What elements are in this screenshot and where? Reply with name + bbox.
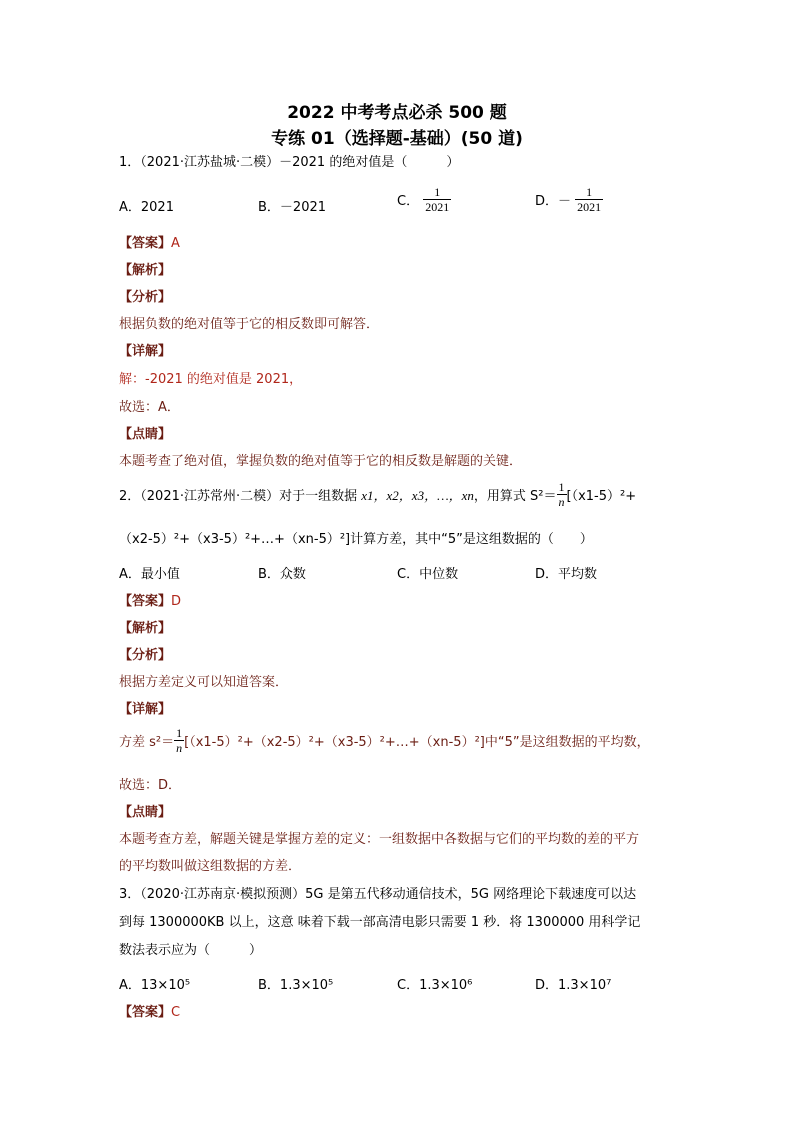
- q2-stem-fraction: [557, 480, 567, 509]
- q2-detail-part-b: [（x1-5）²+（x2-5）²+（x3-5）²+…+（xn-5）²]中“5”是这组数据的平均数，: [184, 735, 650, 750]
- q2-dianjing-text2: 的平均数叫做这组数据的方差．: [119, 859, 302, 874]
- q2-jiexi-heading: 【解析】: [119, 621, 172, 636]
- q2-option-b: B．众数: [258, 567, 306, 582]
- q2-stem-variables: x1，x2，x3，…，xn: [361, 488, 474, 503]
- q2-option-a: A．最小值: [119, 567, 180, 582]
- q2-detail-fraction-numerator: 1: [176, 726, 183, 740]
- q2-xiangjie-heading: 【详解】: [119, 702, 172, 717]
- q1-option-c-numerator: 1: [434, 185, 441, 199]
- q3-option-b: B．1.3×10⁵: [258, 978, 334, 993]
- q2-dianjing-text1: 本题考查方差，解题关键是掌握方差的定义：一组数据中各数据与它们的平均数的差的平方: [119, 832, 640, 847]
- q2-stem-fraction-numerator: 1: [558, 480, 565, 494]
- q2-fenxi-heading: 【分析】: [119, 648, 172, 663]
- q3-answer: [119, 1001, 180, 1020]
- q1-option-d-numerator: 1: [586, 185, 593, 199]
- q2-dianjing-heading: 【点睛】: [119, 805, 172, 820]
- q2-stem-line1: [119, 480, 636, 509]
- q2-answer-tag: 【答案】: [119, 594, 172, 609]
- document-title: 2022 中考考点必杀 500 题: [287, 103, 507, 123]
- q2-fenxi-text: 根据方差定义可以知道答案．: [119, 675, 289, 690]
- q3-option-d: D．1.3×10⁷: [535, 978, 612, 993]
- q1-option-c-denominator: 2021: [425, 200, 450, 214]
- q1-option-c-label: C．: [397, 194, 420, 209]
- q1-xiangjie-heading: 【详解】: [119, 344, 172, 359]
- q1-dianjing-heading: 【点睛】: [119, 427, 172, 442]
- q2-stem-part-a: 2．（2021·江苏常州·二模）对于一组数据: [119, 489, 362, 504]
- q2-stem-fraction-denominator: n: [558, 495, 565, 509]
- q1-answer-tag: 【答案】: [119, 236, 172, 251]
- q1-jiexi-heading: 【解析】: [119, 263, 172, 278]
- q1-detail-line1: 解：-2021 的绝对值是 2021，: [119, 372, 303, 387]
- q3-stem-line2: 到每 1300000KB 以上，这意 味着下载一部高清电影只需要 1 秒．将 1300000 用科学记: [119, 915, 641, 930]
- document-subtitle: 专练 01（选择题-基础）(50 道): [271, 129, 523, 149]
- q2-option-c: C．中位数: [397, 567, 459, 582]
- q2-stem-part-c: [（x1-5）²+: [566, 489, 637, 504]
- q1-option-d-label: D．－: [535, 194, 572, 209]
- q3-option-c: C．1.3×10⁶: [397, 978, 473, 993]
- q2-detail-line1: [119, 726, 650, 755]
- q1-fenxi-heading: 【分析】: [119, 290, 172, 305]
- q3-stem-line3: 数法表示应为（ ）: [119, 943, 263, 958]
- q1-option-d: [535, 185, 603, 214]
- q2-detail-part-a: 方差 s²＝: [119, 735, 175, 750]
- q2-answer: [119, 590, 181, 609]
- q1-option-d-denominator: 2021: [577, 200, 602, 214]
- q2-stem-part-b: ，用算式 S²＝: [473, 489, 557, 504]
- q3-answer-value: C: [171, 1005, 181, 1020]
- q1-stem: 1．（2021·江苏盐城·二模）－2021 的绝对值是（ ）: [119, 155, 460, 170]
- q2-detail-line2: 故选：D．: [119, 778, 182, 793]
- q2-stem-line2: （x2-5）²+（x3-5）²+…+（xn-5）²]计算方差，其中“5”是这组数据的（ ）: [119, 532, 593, 547]
- q1-option-d-fraction: [575, 185, 603, 214]
- q2-detail-fraction: [174, 726, 184, 755]
- q1-option-c: [397, 185, 451, 214]
- q1-option-c-fraction: [423, 185, 451, 214]
- q1-option-a: A．2021: [119, 200, 174, 215]
- q2-option-d: D．平均数: [535, 567, 598, 582]
- q3-option-a: A．13×10⁵: [119, 978, 191, 993]
- q1-answer: [119, 232, 180, 251]
- q1-dianjing-text: 本题考查了绝对值，掌握负数的绝对值等于它的相反数是解题的关键．: [119, 454, 523, 469]
- q1-detail-line2: 故选：A．: [119, 400, 180, 415]
- q3-answer-tag: 【答案】: [119, 1005, 172, 1020]
- q3-stem-line1: 3．（2020·江苏南京·模拟预测）5G 是第五代移动通信技术，5G 网络理论下载速度可以达: [119, 887, 637, 902]
- q2-answer-value: D: [171, 594, 182, 609]
- q2-detail-fraction-denominator: n: [176, 741, 183, 755]
- q1-option-b: B．－2021: [258, 200, 327, 215]
- q1-answer-value: A: [171, 236, 180, 251]
- q1-fenxi-text: 根据负数的绝对值等于它的相反数即可解答．: [119, 317, 380, 332]
